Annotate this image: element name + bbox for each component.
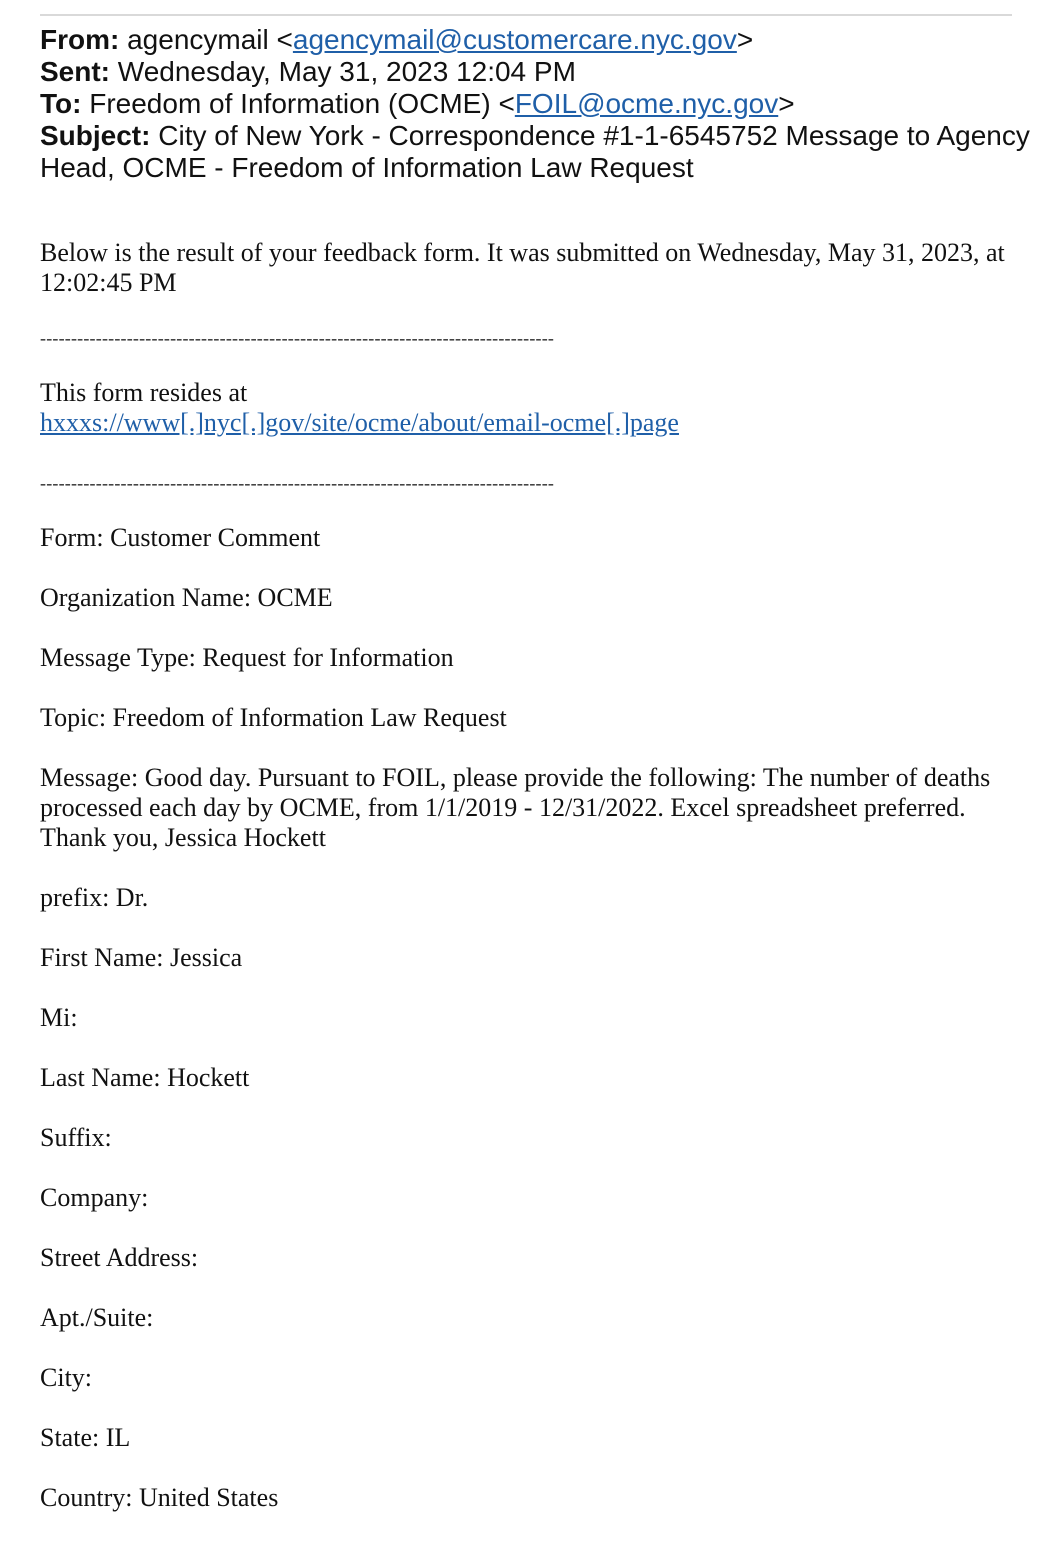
field-message: Message: Good day. Pursuant to FOIL, please provide the following: The number of deaths processed each day by OCME, from 1/1/2019 - 12/31/2022. Excel spreadsheet preferred. Thank you, Jessica Hockett: [40, 763, 991, 852]
top-divider: [40, 14, 1012, 16]
form-location-link[interactable]: hxxxs://www[.]nyc[.]gov/site/ocme/about/email-ocme[.]page: [40, 408, 679, 437]
to-line: To: Freedom of Information (OCME) <FOIL@ocme.nyc.gov>: [40, 88, 795, 119]
field-apt-suite: Apt./Suite:: [40, 1303, 154, 1332]
from-email-link[interactable]: agencymail@customercare.nyc.gov: [292, 24, 737, 55]
field-street-address: Street Address:: [40, 1243, 199, 1272]
to-name: Freedom of Information (OCME): [89, 88, 491, 119]
intro-text: Below is the result of your feedback form. It was submitted on Wednesday, May 31, 2023, at 12:02:45 PM: [40, 238, 1005, 297]
field-form: Form: Customer Comment: [40, 523, 321, 552]
divider-dashes-1: -----------------------------------------------------------------------------------: [40, 328, 555, 348]
field-country: Country: United States: [40, 1483, 279, 1512]
sent-line: [40, 56, 1030, 88]
subject-value: City of New York - Correspondence #1-1-6545752 Message to Agency Head, OCME - Freedom of Information Law Request: [40, 120, 1030, 183]
from-name: agencymail: [127, 24, 269, 55]
field-first-name: First Name: Jessica: [40, 943, 243, 972]
form-location: [40, 378, 1025, 438]
from-label: From:: [40, 24, 120, 55]
field-last-name: Last Name: Hockett: [40, 1063, 250, 1092]
field-prefix: prefix: Dr.: [40, 883, 149, 912]
field-state: State: IL: [40, 1423, 131, 1452]
sent-value: Wednesday, May 31, 2023 12:04 PM: [117, 56, 576, 87]
field-suffix: Suffix:: [40, 1123, 112, 1152]
field-organization-name: Organization Name: OCME: [40, 583, 333, 612]
field-topic: Topic: Freedom of Information Law Request: [40, 703, 507, 732]
subject-label: Subject:: [40, 120, 151, 151]
field-message-type: Message Type: Request for Information: [40, 643, 454, 672]
email-body: [40, 238, 1025, 1543]
field-city: City:: [40, 1363, 93, 1392]
from-line: From: agencymail <agencymail@customercare.nyc.gov>: [40, 24, 754, 55]
sent-label: Sent:: [40, 56, 110, 87]
to-label: To:: [40, 88, 82, 119]
to-email-link[interactable]: FOIL@ocme.nyc.gov: [514, 88, 779, 119]
subject-line: [40, 120, 1030, 184]
field-mi: Mi:: [40, 1003, 78, 1032]
form-location-text: This form resides at: [40, 378, 248, 407]
email-header: [40, 24, 1030, 184]
field-company: Company:: [40, 1183, 149, 1212]
divider-dashes-2: -----------------------------------------------------------------------------------: [40, 473, 555, 493]
